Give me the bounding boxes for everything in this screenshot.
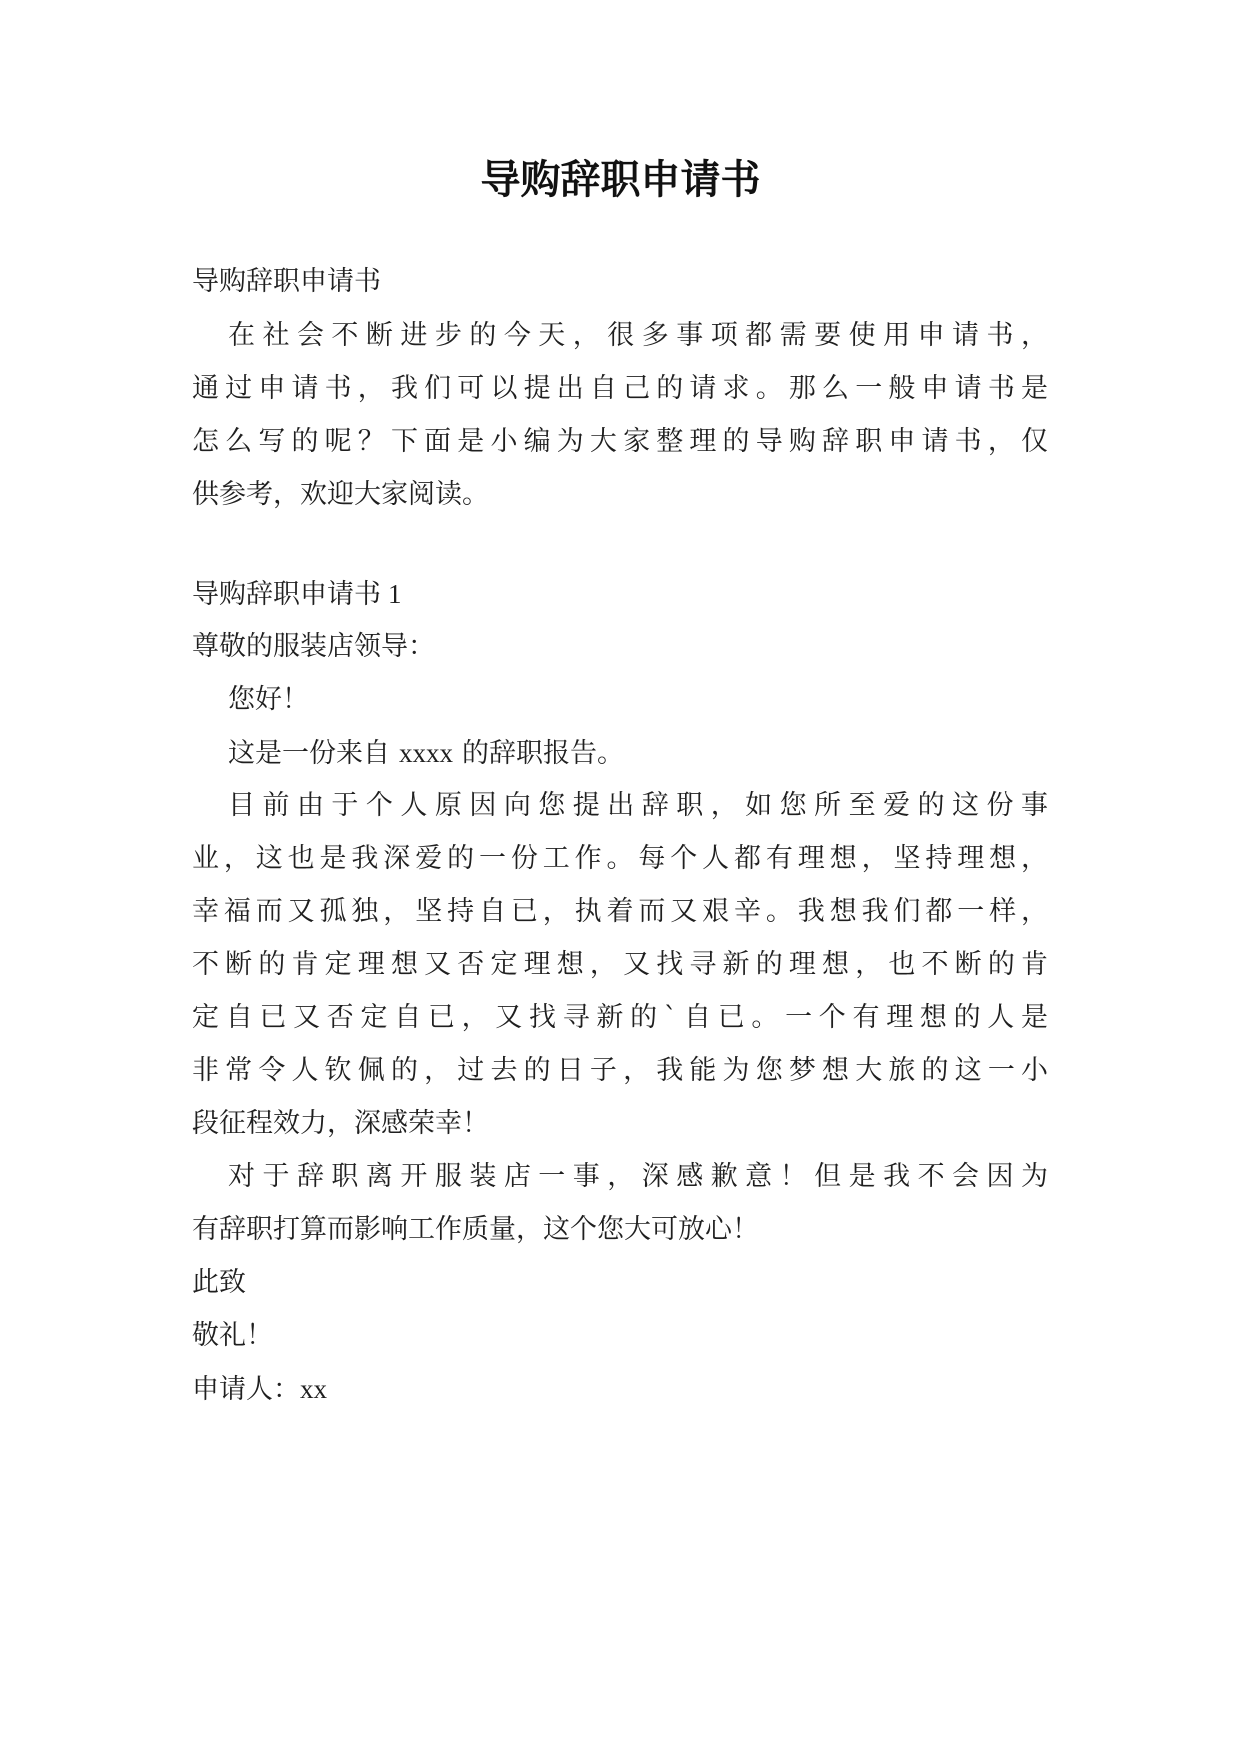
salutation: 尊敬的服装店领导：: [192, 631, 435, 662]
applicant-value: xx: [300, 1374, 327, 1404]
letter-heading-text: 导购辞职申请书: [192, 579, 381, 610]
intro-line-4: 供参考，欢迎大家阅读。: [192, 479, 489, 510]
report-name-placeholder: xxxx: [399, 738, 453, 768]
body-line-1: 目前由于个人原因向您提出辞职，如您所至爱的这份事: [228, 790, 1048, 821]
intro-line-2: 通过申请书，我们可以提出自己的请求。那么一般申请书是: [192, 373, 1048, 404]
heading-line: 导购辞职申请书: [192, 266, 381, 297]
body-line-2: 业，这也是我深爱的一份工作。每个人都有理想，坚持理想，: [192, 843, 1048, 874]
body-line-4: 不断的肯定理想又否定理想，又找寻新的理想，也不断的肯: [192, 949, 1048, 980]
greeting: 您好！: [228, 684, 309, 715]
closing-line-1: 对于辞职离开服装店一事，深感歉意！但是我不会因为: [228, 1161, 1048, 1192]
ci-zhi: 此致: [192, 1267, 246, 1298]
closing-line-2: 有辞职打算而影响工作质量，这个您大可放心！: [192, 1214, 759, 1245]
body-line-7: 段征程效力，深感荣幸！: [192, 1108, 489, 1139]
body-line-6: 非常令人钦佩的，过去的日子，我能为您梦想大旅的这一小: [192, 1055, 1048, 1086]
document-title: 导购辞职申请书: [480, 157, 761, 203]
jing-li: 敬礼！: [192, 1320, 273, 1351]
letter-heading-number: 1: [388, 579, 402, 609]
intro-line-3: 怎么写的呢？下面是小编为大家整理的导购辞职申请书，仅: [192, 426, 1048, 457]
applicant-label: 申请人：: [192, 1374, 300, 1405]
intro-line-1: 在社会不断进步的今天，很多事项都需要使用申请书，: [228, 320, 1048, 351]
report-text-after: 的辞职报告。: [462, 738, 624, 769]
report-line: [228, 733, 624, 773]
report-text-before: 这是一份来自: [228, 738, 390, 769]
body-line-3: 幸福而又孤独，坚持自已，执着而又艰辛。我想我们都一样，: [192, 896, 1048, 927]
letter-heading: [192, 574, 402, 614]
applicant-line: [192, 1369, 327, 1409]
body-line-5: 定自已又否定自已，又找寻新的`自已。一个有理想的人是: [192, 1002, 1048, 1033]
